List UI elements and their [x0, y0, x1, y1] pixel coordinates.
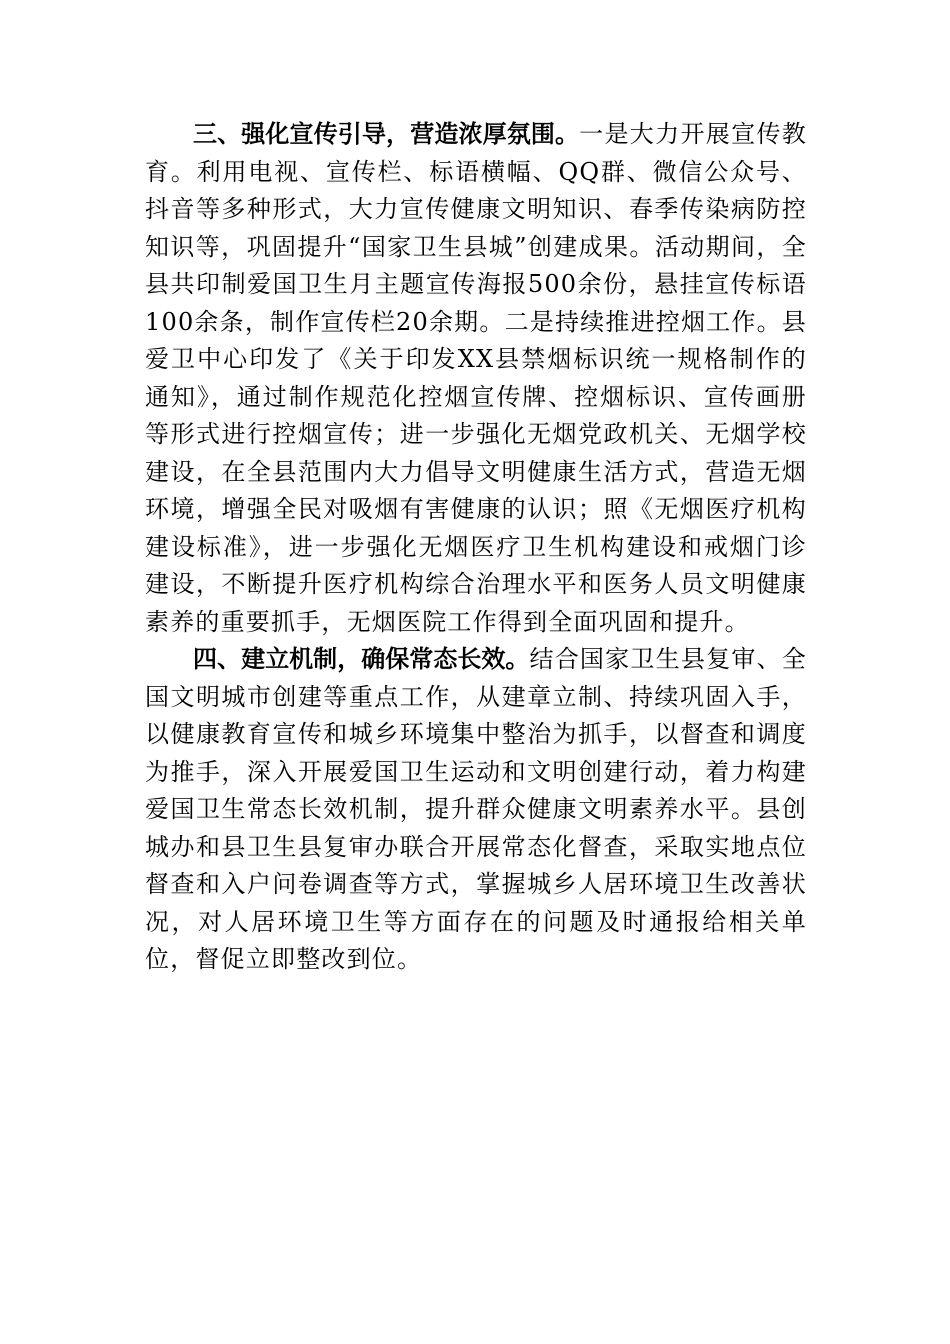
paragraph-heading: 三、强化宣传引导，营造浓厚氛围。 — [193, 120, 580, 148]
paragraph-text: 一是大力开展宣传教育。利用电视、宣传栏、标语横幅、QQ群、微信公众号、抖音等多种形式，大力宣传健康文明知识、春季传染病防控知识等，巩固提升“国家卫生县城”创建成果。活动期间，全县共印制爱国卫生月主题宣传海报500余份，悬挂宣传标语100余条，制作宣传栏20余期。二是持续推进控烟工作。县爱卫中心印发了《关于印发XX县禁烟标识统一规格制作的通知》，通过制作规范化控烟宣传牌、控烟标识、宣传画册等形式进行控烟宣传；进一步强化无烟党政机关、无烟学校建设，在全县范围内大力倡导文明健康生活方式，营造无烟环境，增强全民对吸烟有害健康的认识；照《无烟医疗机构建设标准》，进一步强化无烟医疗卫生机构建设和戒烟门诊建设，不断提升医疗机构综合治理水平和医务人员文明健康素养的重要抓手，无烟医院工作得到全面巩固和提升。 — [145, 120, 807, 636]
paragraph-publicity — [145, 116, 807, 641]
paragraph-mechanism — [145, 641, 807, 979]
paragraph-heading: 四、建立机制，确保常态长效。 — [193, 645, 530, 673]
document-body — [145, 116, 807, 979]
paragraph-text: 结合国家卫生县复审、全国文明城市创建等重点工作，从建章立制、持续巩固入手，以健康教育宣传和城乡环境集中整治为抓手，以督查和调度为推手，深入开展爱国卫生运动和文明创建行动，着力构建爱国卫生常态长效机制，提升群众健康文明素养水平。县创城办和县卫生县复审办联合开展常态化督查，采取实地点位督查和入户问卷调查等方式，掌握城乡人居环境卫生改善状况，对人居环境卫生等方面存在的问题及时通报给相关单位，督促立即整改到位。 — [145, 645, 807, 973]
